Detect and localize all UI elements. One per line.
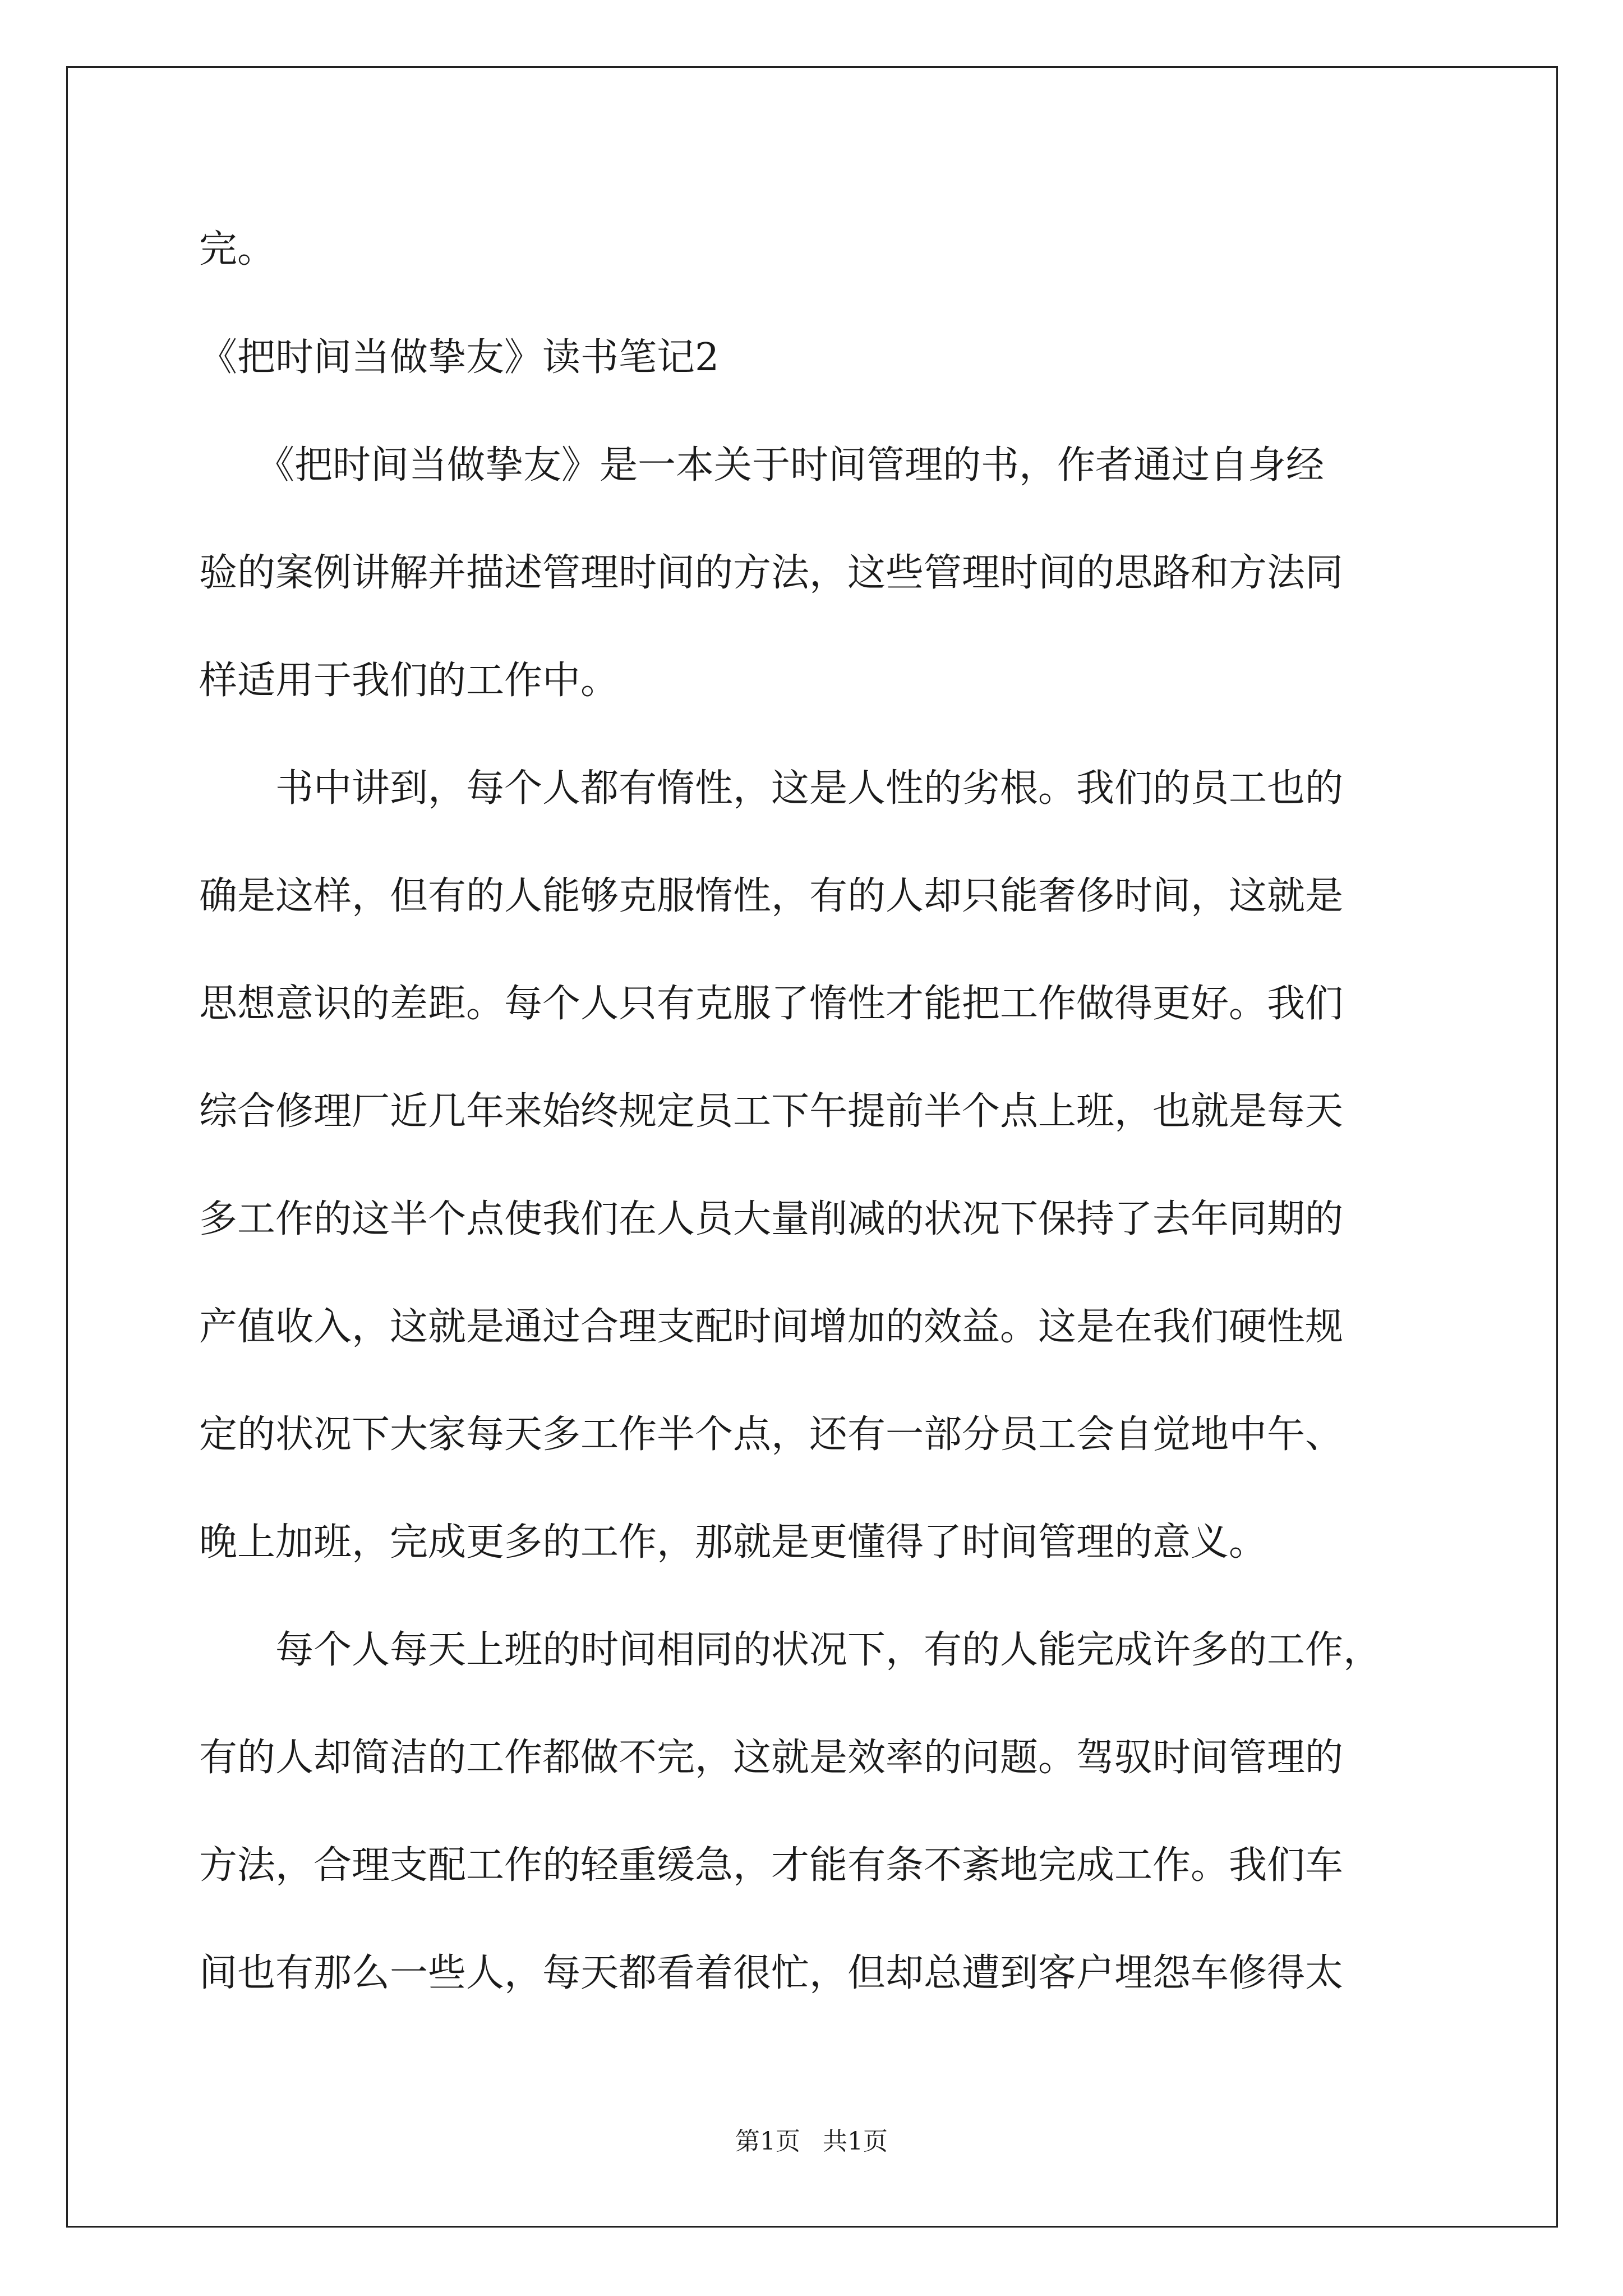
text-line: 确是这样，但有的人能够克服惰性，有的人却只能奢侈时间，这就是	[199, 874, 1344, 918]
text-line: 思想意识的差距。每个人只有克服了惰性才能把工作做得更好。我们	[199, 982, 1344, 1026]
text-line: 产值收入，这就是通过合理支配时间增加的效益。这是在我们硬性规	[199, 1305, 1344, 1349]
text-line: 方法，合理支配工作的轻重缓急，才能有条不紊地完成工作。我们车	[199, 1843, 1344, 1888]
section-heading: 《把时间当做挚友》读书笔记2	[199, 335, 720, 380]
text-line: 书中讲到，每个人都有惰性，这是人性的劣根。我们的员工也的	[199, 766, 1344, 811]
text-line: 每个人每天上班的时间相同的状况下，有的人能完成许多的工作，	[199, 1628, 1382, 1672]
page-total: 共1页	[823, 2127, 888, 2156]
text-line: 综合修理厂近几年来始终规定员工下午提前半个点上班，也就是每天	[199, 1089, 1344, 1134]
text-line: 间也有那么一些人，每天都看着很忙，但却总遭到客户埋怨车修得太	[199, 1951, 1344, 1995]
page-number: 第1页	[735, 2127, 800, 2156]
text-line: 完。	[199, 227, 276, 272]
text-line: 《把时间当做挚友》是一本关于时间管理的书，作者通过自身经	[199, 443, 1325, 487]
page-footer	[0, 2126, 1623, 2157]
text-line: 样适用于我们的工作中。	[199, 659, 619, 703]
text-line: 晚上加班，完成更多的工作，那就是更懂得了时间管理的意义。	[199, 1520, 1267, 1565]
text-line: 多工作的这半个点使我们在人员大量削减的状况下保持了去年同期的	[199, 1197, 1344, 1241]
text-line: 有的人却简洁的工作都做不完，这就是效率的问题。驾驭时间管理的	[199, 1736, 1344, 1780]
text-line: 定的状况下大家每天多工作半个点，还有一部分员工会自觉地中午、	[199, 1412, 1344, 1457]
text-line: 验的案例讲解并描述管理时间的方法，这些管理时间的思路和方法同	[199, 551, 1344, 595]
page-border	[66, 66, 1558, 2228]
